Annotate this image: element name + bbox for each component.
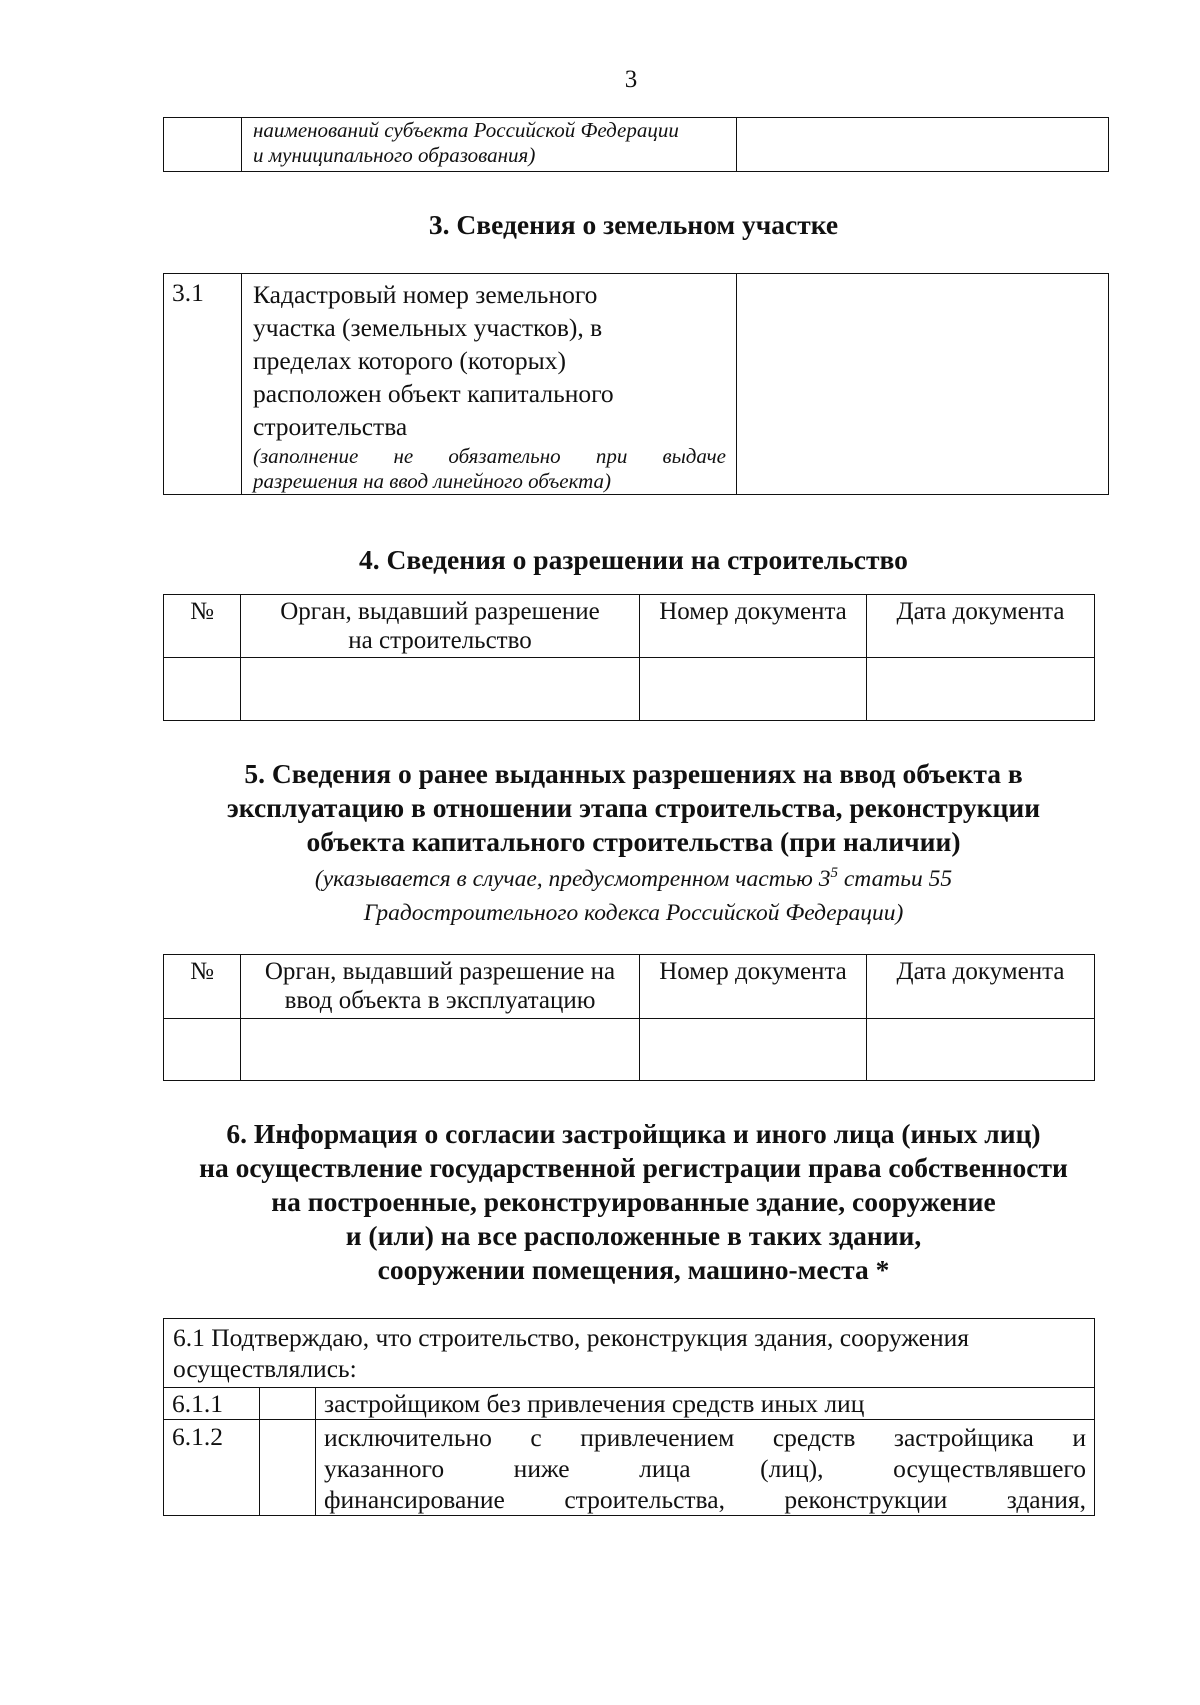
section5-title (160, 757, 1107, 859)
empty-cell (241, 1019, 640, 1081)
empty-cell (737, 118, 1109, 172)
row-note-line: (заполнение не обязательно при выдаче (253, 444, 726, 468)
empty-cell (164, 1019, 241, 1081)
empty-cell (164, 658, 241, 721)
cadastral-label-text: Кадастровый номер земельного участка (земельных участков), в пределах которого (которых) расположен объект капитального строительства (253, 280, 614, 441)
column-header: Орган, выдавший разрешение на ввод объекта в эксплуатацию (241, 955, 640, 1019)
empty-cell (640, 1019, 867, 1081)
checkbox-cell[interactable] (260, 1388, 316, 1420)
column-header: № (164, 595, 241, 658)
column-header: Дата документа (867, 955, 1095, 1019)
continuation-table (163, 117, 1109, 172)
row-note-line: разрешения на ввод линейного объекта) (253, 469, 612, 493)
option-text (316, 1420, 1095, 1516)
row-number: 3.1 (164, 274, 242, 495)
consent-intro-text: 6.1 Подтверждаю, что строительство, реконструкция здания, сооружения осуществлялись: (173, 1323, 970, 1383)
section6-title-line: и (или) на все расположенные в таких здании, (345, 1220, 922, 1251)
previous-permits-table (163, 954, 1095, 1081)
option-text-line: финансирование строительства, реконструкции здания, (324, 1485, 1087, 1514)
section5-note (160, 862, 1107, 930)
empty-cell (640, 658, 867, 721)
continuation-note-line: наименований субъекта Российской Федерации (253, 118, 679, 142)
construction-permit-table (163, 594, 1095, 721)
row-number: 6.1.2 (164, 1420, 260, 1516)
page-number: 3 (624, 66, 638, 93)
section6-title-line: на построенные, реконструированные здание, сооружение (271, 1186, 996, 1217)
column-header: Номер документа (640, 595, 867, 658)
section6-title-line: сооружении помещения, машино-места * (377, 1254, 890, 1285)
continuation-note-cell (242, 118, 737, 172)
section5-note-line (160, 862, 1107, 896)
note-text: (указывается в случае, предусмотренном частью 3 (314, 866, 831, 892)
note-superscript: 5 (830, 865, 838, 882)
option-text-line: указанного ниже лица (лиц), осуществлявшего (324, 1454, 1087, 1483)
column-header: Номер документа (640, 955, 867, 1019)
cadastral-number-value (737, 274, 1109, 495)
checkbox-cell[interactable] (260, 1420, 316, 1516)
column-header: № (164, 955, 241, 1019)
column-header: Дата документа (867, 595, 1095, 658)
continuation-note-line: и муниципального образования) (253, 143, 536, 167)
land-plot-table (163, 273, 1109, 495)
section4-title: 4. Сведения о разрешении на строительство (359, 544, 908, 575)
option-text: застройщиком без привлечения средств иных лиц (316, 1388, 1095, 1420)
section5-title-line: объекта капитального строительства (при наличии) (306, 826, 961, 857)
section6-title (160, 1117, 1107, 1287)
empty-cell (241, 658, 640, 721)
row-number: 6.1.1 (164, 1388, 260, 1420)
section3-title: 3. Сведения о земельном участке (428, 209, 839, 240)
empty-cell (164, 118, 242, 172)
column-header: Орган, выдавший разрешение на строительство (241, 595, 640, 658)
option-text-line: исключительно с привлечением средств застройщика и (324, 1423, 1087, 1452)
section5-title-line: эксплуатацию в отношении этапа строительства, реконструкции (226, 792, 1041, 823)
cadastral-number-label (242, 274, 737, 495)
note-text: статьи 55 (838, 866, 953, 892)
section6-title-line: 6. Информация о согласии застройщика и иного лица (иных лиц) (226, 1118, 1041, 1149)
section5-title-line: 5. Сведения о ранее выданных разрешениях на ввод объекта в (244, 758, 1023, 789)
consent-intro (164, 1319, 1095, 1388)
empty-cell (867, 658, 1095, 721)
section6-title-line: на осуществление государственной регистрации права собственности (199, 1152, 1068, 1183)
empty-cell (867, 1019, 1095, 1081)
section5-note-line: Градостроительного кодекса Российской Федерации) (363, 900, 904, 926)
consent-table (163, 1318, 1095, 1516)
